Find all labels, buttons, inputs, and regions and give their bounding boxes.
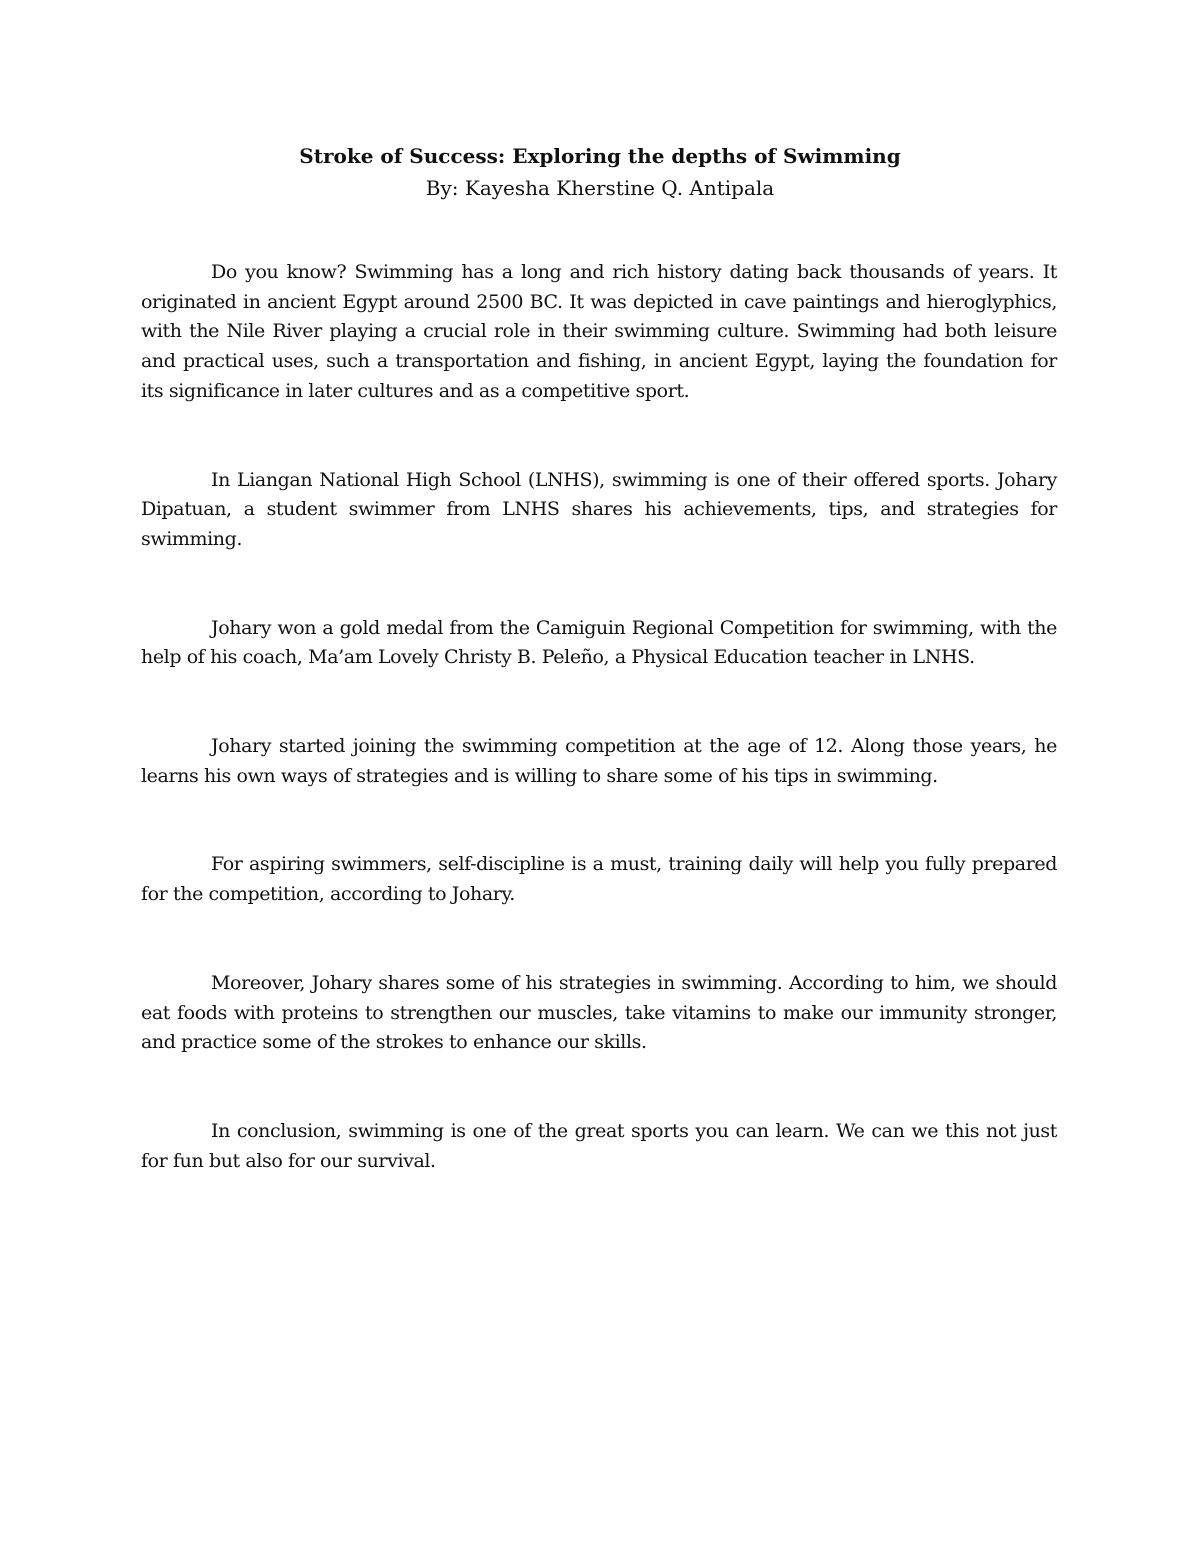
- paragraph-self-discipline: For aspiring swimmers, self-discipline is a must, training daily will help you fully prepared for the competition, according to Johary.: [141, 853, 1057, 906]
- author-byline: By: Kayesha Kherstine Q. Antipala: [425, 176, 775, 200]
- document-title: Stroke of Success: Exploring the depths of Swimming: [299, 144, 901, 168]
- paragraph-conclusion: In conclusion, swimming is one of the great sports you can learn. We can we this not just for fun but also for our survival.: [141, 1119, 1057, 1172]
- paragraph-gold-medal: Johary won a gold medal from the Camiguin Regional Competition for swimming, with the help of his coach, Ma’am Lovely Christy B. Peleño, a Physical Education teacher in LNHS.: [141, 616, 1057, 669]
- document-header: [0, 140, 1200, 204]
- paragraph-started: Johary started joining the swimming competition at the age of 12. Along those years, he learns his own ways of strategies and is willing to share some of his tips in swimming.: [141, 735, 1057, 787]
- paragraph-lnhs: In Liangan National High School (LNHS), swimming is one of their offered sports. Johary Dipatuan, a student swimmer from LNHS shares his achievements, tips, and strategies for swimming.: [141, 468, 1057, 550]
- document-body: [141, 258, 1057, 1176]
- paragraph-history: Do you know? Swimming has a long and rich history dating back thousands of years. It originated in ancient Egypt around 2500 BC. It was depicted in cave paintings and hieroglyphics, with the Nile River playing a crucial role in their swimming culture. Swimming had both leisure and practical uses, such a transportation and fishing, in ancient Egypt, laying the foundation for its significance in later cultures and as a competitive sport.: [141, 261, 1057, 402]
- paragraph-strategies: Moreover, Johary shares some of his strategies in swimming. According to him, we should eat foods with proteins to strengthen our muscles, take vitamins to make our immunity stronger, and practice some of the strokes to enhance our skills.: [141, 971, 1057, 1054]
